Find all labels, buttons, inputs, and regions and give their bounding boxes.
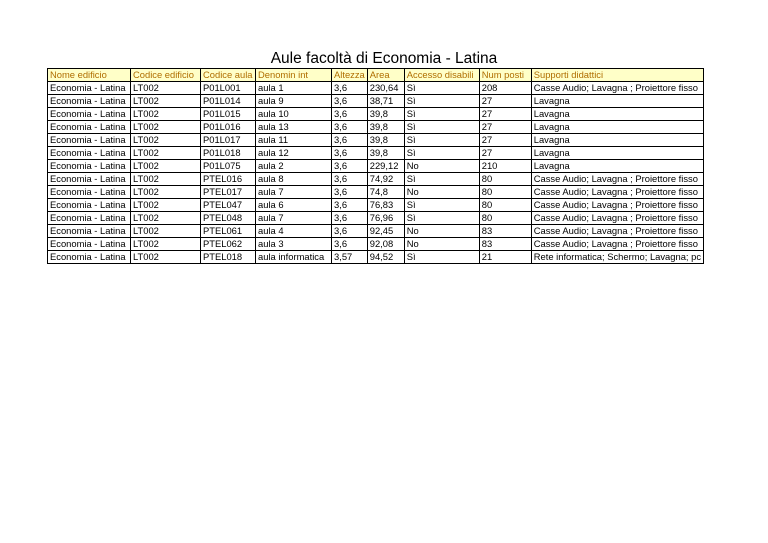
cell-nome-edificio: Economia - Latina bbox=[48, 212, 131, 225]
cell-supporti-didattici: Casse Audio; Lavagna ; Proiettore fisso bbox=[531, 199, 703, 212]
cell-denomin-int: aula 10 bbox=[256, 108, 332, 121]
cell-num-posti: 83 bbox=[479, 225, 531, 238]
table-body bbox=[48, 82, 704, 264]
cell-num-posti: 80 bbox=[479, 173, 531, 186]
table-row bbox=[48, 199, 704, 212]
cell-denomin-int: aula 8 bbox=[256, 173, 332, 186]
cell-area: 39,8 bbox=[367, 147, 404, 160]
cell-codice-aula: P01L014 bbox=[201, 95, 256, 108]
cell-area: 38,71 bbox=[367, 95, 404, 108]
cell-codice-edificio: LT002 bbox=[131, 82, 201, 95]
cell-accesso-disabili: Sì bbox=[404, 173, 479, 186]
cell-nome-edificio: Economia - Latina bbox=[48, 160, 131, 173]
cell-area: 74,92 bbox=[367, 173, 404, 186]
cell-nome-edificio: Economia - Latina bbox=[48, 238, 131, 251]
cell-nome-edificio: Economia - Latina bbox=[48, 199, 131, 212]
rooms-table bbox=[47, 68, 704, 264]
cell-num-posti: 208 bbox=[479, 82, 531, 95]
cell-supporti-didattici: Lavagna bbox=[531, 147, 703, 160]
cell-codice-edificio: LT002 bbox=[131, 147, 201, 160]
cell-altezza: 3,6 bbox=[332, 121, 368, 134]
cell-codice-aula: PTEL062 bbox=[201, 238, 256, 251]
table-row bbox=[48, 134, 704, 147]
cell-num-posti: 83 bbox=[479, 238, 531, 251]
cell-denomin-int: aula 7 bbox=[256, 212, 332, 225]
cell-supporti-didattici: Casse Audio; Lavagna ; Proiettore fisso bbox=[531, 238, 703, 251]
cell-area: 39,8 bbox=[367, 121, 404, 134]
cell-num-posti: 27 bbox=[479, 147, 531, 160]
cell-num-posti: 80 bbox=[479, 199, 531, 212]
cell-accesso-disabili: Sì bbox=[404, 82, 479, 95]
cell-denomin-int: aula 7 bbox=[256, 186, 332, 199]
cell-codice-edificio: LT002 bbox=[131, 121, 201, 134]
cell-codice-aula: P01L016 bbox=[201, 121, 256, 134]
cell-accesso-disabili: Sì bbox=[404, 95, 479, 108]
cell-codice-aula: P01L001 bbox=[201, 82, 256, 95]
cell-supporti-didattici: Lavagna bbox=[531, 160, 703, 173]
table-row bbox=[48, 121, 704, 134]
cell-altezza: 3,6 bbox=[332, 160, 368, 173]
cell-accesso-disabili: No bbox=[404, 186, 479, 199]
cell-denomin-int: aula 13 bbox=[256, 121, 332, 134]
cell-num-posti: 21 bbox=[479, 251, 531, 264]
cell-supporti-didattici: Casse Audio; Lavagna ; Proiettore fisso bbox=[531, 82, 703, 95]
cell-supporti-didattici: Lavagna bbox=[531, 121, 703, 134]
header-column-altezza: Altezza bbox=[332, 69, 368, 82]
cell-codice-edificio: LT002 bbox=[131, 238, 201, 251]
cell-codice-aula: PTEL048 bbox=[201, 212, 256, 225]
cell-accesso-disabili: Sì bbox=[404, 108, 479, 121]
cell-altezza: 3,6 bbox=[332, 199, 368, 212]
cell-codice-aula: P01L015 bbox=[201, 108, 256, 121]
cell-codice-edificio: LT002 bbox=[131, 108, 201, 121]
table-row bbox=[48, 108, 704, 121]
cell-denomin-int: aula 3 bbox=[256, 238, 332, 251]
cell-area: 76,96 bbox=[367, 212, 404, 225]
cell-area: 92,45 bbox=[367, 225, 404, 238]
cell-denomin-int: aula informatica bbox=[256, 251, 332, 264]
cell-nome-edificio: Economia - Latina bbox=[48, 134, 131, 147]
table-row bbox=[48, 82, 704, 95]
header-column-num-posti: Num posti bbox=[479, 69, 531, 82]
cell-accesso-disabili: No bbox=[404, 225, 479, 238]
cell-nome-edificio: Economia - Latina bbox=[48, 147, 131, 160]
cell-altezza: 3,6 bbox=[332, 225, 368, 238]
cell-codice-aula: PTEL018 bbox=[201, 251, 256, 264]
table-row bbox=[48, 225, 704, 238]
cell-num-posti: 80 bbox=[479, 186, 531, 199]
table-header-row bbox=[48, 69, 704, 82]
cell-nome-edificio: Economia - Latina bbox=[48, 186, 131, 199]
cell-accesso-disabili: No bbox=[404, 238, 479, 251]
cell-codice-edificio: LT002 bbox=[131, 160, 201, 173]
cell-codice-edificio: LT002 bbox=[131, 199, 201, 212]
table-row bbox=[48, 160, 704, 173]
cell-altezza: 3,6 bbox=[332, 186, 368, 199]
header-column-area: Area bbox=[367, 69, 404, 82]
cell-codice-edificio: LT002 bbox=[131, 134, 201, 147]
cell-altezza: 3,6 bbox=[332, 134, 368, 147]
header-column-denomin-int: Denomin int bbox=[256, 69, 332, 82]
table-row bbox=[48, 251, 704, 264]
table-row bbox=[48, 238, 704, 251]
cell-area: 92,08 bbox=[367, 238, 404, 251]
cell-supporti-didattici: Lavagna bbox=[531, 108, 703, 121]
cell-denomin-int: aula 9 bbox=[256, 95, 332, 108]
cell-altezza: 3,6 bbox=[332, 173, 368, 186]
cell-altezza: 3,6 bbox=[332, 95, 368, 108]
cell-accesso-disabili: Sì bbox=[404, 147, 479, 160]
cell-num-posti: 210 bbox=[479, 160, 531, 173]
table-row bbox=[48, 173, 704, 186]
cell-altezza: 3,6 bbox=[332, 108, 368, 121]
cell-accesso-disabili: No bbox=[404, 160, 479, 173]
cell-altezza: 3,57 bbox=[332, 251, 368, 264]
cell-codice-aula: PTEL061 bbox=[201, 225, 256, 238]
cell-altezza: 3,6 bbox=[332, 212, 368, 225]
cell-codice-edificio: LT002 bbox=[131, 95, 201, 108]
cell-num-posti: 27 bbox=[479, 134, 531, 147]
cell-supporti-didattici: Casse Audio; Lavagna ; Proiettore fisso bbox=[531, 186, 703, 199]
cell-denomin-int: aula 4 bbox=[256, 225, 332, 238]
cell-nome-edificio: Economia - Latina bbox=[48, 95, 131, 108]
cell-accesso-disabili: Sì bbox=[404, 251, 479, 264]
cell-denomin-int: aula 12 bbox=[256, 147, 332, 160]
cell-num-posti: 27 bbox=[479, 121, 531, 134]
cell-nome-edificio: Economia - Latina bbox=[48, 173, 131, 186]
cell-denomin-int: aula 6 bbox=[256, 199, 332, 212]
cell-nome-edificio: Economia - Latina bbox=[48, 225, 131, 238]
cell-codice-aula: PTEL016 bbox=[201, 173, 256, 186]
cell-codice-aula: P01L018 bbox=[201, 147, 256, 160]
table-row bbox=[48, 186, 704, 199]
cell-accesso-disabili: Sì bbox=[404, 121, 479, 134]
cell-nome-edificio: Economia - Latina bbox=[48, 121, 131, 134]
cell-codice-edificio: LT002 bbox=[131, 251, 201, 264]
table-row bbox=[48, 95, 704, 108]
header-column-codice-edificio: Codice edificio bbox=[131, 69, 201, 82]
cell-codice-aula: P01L017 bbox=[201, 134, 256, 147]
cell-codice-edificio: LT002 bbox=[131, 186, 201, 199]
header-column-nome-edificio: Nome edificio bbox=[48, 69, 131, 82]
cell-codice-aula: PTEL047 bbox=[201, 199, 256, 212]
cell-accesso-disabili: Sì bbox=[404, 212, 479, 225]
cell-area: 229,12 bbox=[367, 160, 404, 173]
header-column-accesso-disabili: Accesso disabili bbox=[404, 69, 479, 82]
cell-codice-aula: PTEL017 bbox=[201, 186, 256, 199]
table-row bbox=[48, 212, 704, 225]
cell-nome-edificio: Economia - Latina bbox=[48, 82, 131, 95]
cell-area: 230,64 bbox=[367, 82, 404, 95]
cell-codice-aula: P01L075 bbox=[201, 160, 256, 173]
cell-altezza: 3,6 bbox=[332, 147, 368, 160]
cell-altezza: 3,6 bbox=[332, 82, 368, 95]
cell-nome-edificio: Economia - Latina bbox=[48, 108, 131, 121]
cell-supporti-didattici: Casse Audio; Lavagna ; Proiettore fisso bbox=[531, 212, 703, 225]
cell-supporti-didattici: Rete informatica; Schermo; Lavagna; pc bbox=[531, 251, 703, 264]
cell-codice-edificio: LT002 bbox=[131, 225, 201, 238]
cell-num-posti: 80 bbox=[479, 212, 531, 225]
cell-denomin-int: aula 2 bbox=[256, 160, 332, 173]
cell-denomin-int: aula 1 bbox=[256, 82, 332, 95]
cell-nome-edificio: Economia - Latina bbox=[48, 251, 131, 264]
cell-supporti-didattici: Lavagna bbox=[531, 95, 703, 108]
cell-codice-edificio: LT002 bbox=[131, 212, 201, 225]
cell-denomin-int: aula 11 bbox=[256, 134, 332, 147]
cell-area: 39,8 bbox=[367, 134, 404, 147]
document-title: Aule facoltà di Economia - Latina bbox=[270, 50, 498, 67]
cell-area: 74,8 bbox=[367, 186, 404, 199]
cell-area: 39,8 bbox=[367, 108, 404, 121]
cell-accesso-disabili: Sì bbox=[404, 134, 479, 147]
cell-num-posti: 27 bbox=[479, 108, 531, 121]
cell-altezza: 3,6 bbox=[332, 238, 368, 251]
table-row bbox=[48, 147, 704, 160]
cell-codice-edificio: LT002 bbox=[131, 173, 201, 186]
cell-accesso-disabili: Sì bbox=[404, 199, 479, 212]
cell-supporti-didattici: Lavagna bbox=[531, 134, 703, 147]
header-column-supporti-didattici: Supporti didattici bbox=[531, 69, 703, 82]
cell-supporti-didattici: Casse Audio; Lavagna ; Proiettore fisso bbox=[531, 173, 703, 186]
cell-num-posti: 27 bbox=[479, 95, 531, 108]
cell-supporti-didattici: Casse Audio; Lavagna ; Proiettore fisso bbox=[531, 225, 703, 238]
cell-area: 94,52 bbox=[367, 251, 404, 264]
cell-area: 76,83 bbox=[367, 199, 404, 212]
header-column-codice-aula: Codice aula bbox=[201, 69, 256, 82]
